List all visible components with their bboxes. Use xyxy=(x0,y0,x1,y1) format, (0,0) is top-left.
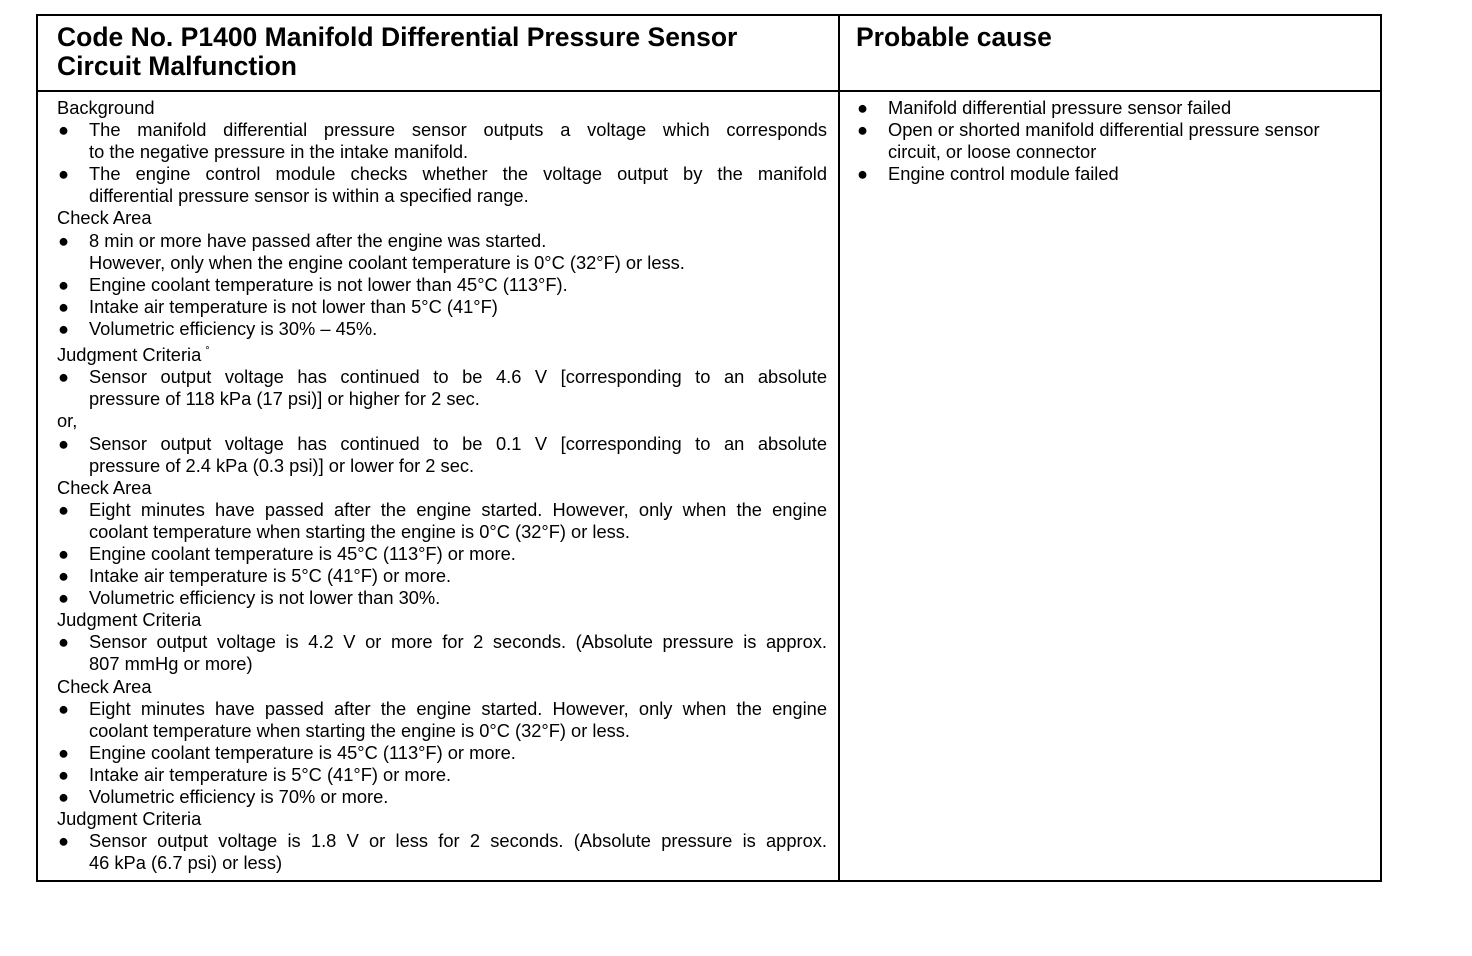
check-area-heading: Check Area xyxy=(57,675,152,697)
check-area-heading: Check Area xyxy=(57,476,152,498)
list-item xyxy=(55,830,827,874)
cause-item xyxy=(854,97,1374,119)
item-line: 807 mmHg or more) xyxy=(89,653,253,675)
item-line: The manifold differential pressure sensor outputs a voltage which corresponds xyxy=(89,119,827,141)
background-heading: Background xyxy=(57,97,155,118)
judgment-criteria-label: Judgment Criteria xyxy=(57,344,202,366)
item-line: Engine coolant temperature is 45°C (113°F) or more. xyxy=(89,741,516,763)
list-item xyxy=(55,318,827,340)
probable-cause-cell xyxy=(854,97,1374,185)
item-line: Sensor output voltage is 1.8 V or less for 2 seconds. (Absolute pressure is approx. xyxy=(89,830,827,852)
item-line: coolant temperature when starting the engine is 0°C (32°F) or less. xyxy=(89,719,630,741)
cause-item xyxy=(854,163,1374,185)
item-line: Volumetric efficiency is 30% – 45%. xyxy=(89,317,378,339)
list-item xyxy=(55,587,827,609)
cause-line: circuit, or loose connector xyxy=(888,141,1097,163)
item-line: 46 kPa (6.7 psi) or less) xyxy=(89,852,283,874)
list-item xyxy=(55,274,827,296)
list-item xyxy=(55,764,827,786)
cause-line: Manifold differential pressure sensor failed xyxy=(888,97,1232,118)
judgment-criteria-heading xyxy=(55,340,827,366)
item-line: coolant temperature when starting the engine is 0°C (32°F) or less. xyxy=(89,520,630,542)
list-item xyxy=(55,119,827,163)
list-item xyxy=(55,565,827,587)
item-line: Intake air temperature is not lower than 5°C (41°F) xyxy=(89,295,498,317)
list-item xyxy=(55,786,827,808)
bullet-icon: ● xyxy=(58,119,70,141)
bullet-icon: ● xyxy=(58,229,70,251)
item-line: Eight minutes have passed after the engine started. However, only when the engine xyxy=(89,498,827,520)
judgment-criteria-heading: Judgment Criteria xyxy=(57,808,202,830)
bullet-icon: ● xyxy=(58,295,70,317)
bullet-icon: ● xyxy=(58,763,70,785)
list-item xyxy=(55,433,827,477)
bullet-icon: ● xyxy=(58,273,70,295)
bullet-icon: ● xyxy=(857,163,869,185)
bullet-icon: ● xyxy=(58,741,70,763)
list-item xyxy=(55,631,827,675)
list-item xyxy=(55,543,827,565)
bullet-icon: ● xyxy=(58,786,70,807)
judgment-criteria-heading: Judgment Criteria xyxy=(57,609,202,631)
list-item xyxy=(55,742,827,764)
item-line: Sensor output voltage is 4.2 V or more for 2 seconds. (Absolute pressure is approx. xyxy=(89,631,827,653)
bullet-icon: ● xyxy=(857,119,869,141)
code-title-line-1: Code No. P1400 Manifold Differential Pressure Sensor xyxy=(57,22,738,52)
cause-item xyxy=(854,119,1374,163)
item-line: Eight minutes have passed after the engine started. However, only when the engine xyxy=(89,697,827,719)
bullet-icon: ● xyxy=(58,542,70,564)
list-item xyxy=(55,698,827,742)
bullet-icon: ● xyxy=(58,432,70,454)
bullet-icon: ● xyxy=(58,830,70,852)
stray-mark: ° xyxy=(205,345,210,358)
item-line: The engine control module checks whether the voltage output by the manifold xyxy=(89,163,827,185)
list-item xyxy=(55,230,827,274)
bullet-icon: ● xyxy=(58,498,70,520)
cause-line: Engine control module failed xyxy=(888,163,1119,185)
item-line: Engine coolant temperature is not lower than 45°C (113°F). xyxy=(89,273,568,295)
item-line: pressure of 118 kPa (17 psi)] or higher for 2 sec. xyxy=(89,388,480,410)
item-line: differential pressure sensor is within a specified range. xyxy=(89,185,529,207)
item-line: Sensor output voltage has continued to be 4.6 V [corresponding to an absolute xyxy=(89,366,827,388)
code-title-cell xyxy=(57,23,827,80)
bullet-icon: ● xyxy=(58,565,70,587)
bullet-icon: ● xyxy=(857,97,869,118)
description-cell xyxy=(55,97,827,874)
cause-line: Open or shorted manifold differential pressure sensor xyxy=(888,119,1320,141)
item-line: pressure of 2.4 kPa (0.3 psi)] or lower for 2 sec. xyxy=(89,454,475,476)
bullet-icon: ● xyxy=(58,366,70,388)
item-line: 8 min or more have passed after the engine was started. xyxy=(89,229,547,251)
column-divider xyxy=(838,16,840,880)
header-divider xyxy=(38,90,1380,92)
diagnostic-code-table xyxy=(36,14,1382,882)
item-line: Intake air temperature is 5°C (41°F) or more. xyxy=(89,565,452,587)
bullet-icon: ● xyxy=(58,317,70,339)
check-area-heading: Check Area xyxy=(57,207,152,229)
list-item xyxy=(55,366,827,410)
item-line: Sensor output voltage has continued to be 0.1 V [corresponding to an absolute xyxy=(89,432,827,454)
bullet-icon: ● xyxy=(58,163,70,185)
list-item xyxy=(55,163,827,207)
probable-cause-title: Probable cause xyxy=(856,22,1052,52)
item-line: Intake air temperature is 5°C (41°F) or more. xyxy=(89,763,452,785)
item-line: to the negative pressure in the intake manifold. xyxy=(89,141,469,163)
list-item xyxy=(55,499,827,543)
list-item xyxy=(55,296,827,318)
bullet-icon: ● xyxy=(58,697,70,719)
or-connector: or, xyxy=(57,410,78,432)
item-line: Volumetric efficiency is 70% or more. xyxy=(89,786,389,807)
item-line: Engine coolant temperature is 45°C (113°F) or more. xyxy=(89,542,516,564)
item-line: However, only when the engine coolant temperature is 0°C (32°F) or less. xyxy=(89,251,685,273)
bullet-icon: ● xyxy=(58,587,70,609)
item-line: Volumetric efficiency is not lower than 30%. xyxy=(89,587,441,609)
code-title-line-2: Circuit Malfunction xyxy=(57,50,297,81)
bullet-icon: ● xyxy=(58,631,70,653)
